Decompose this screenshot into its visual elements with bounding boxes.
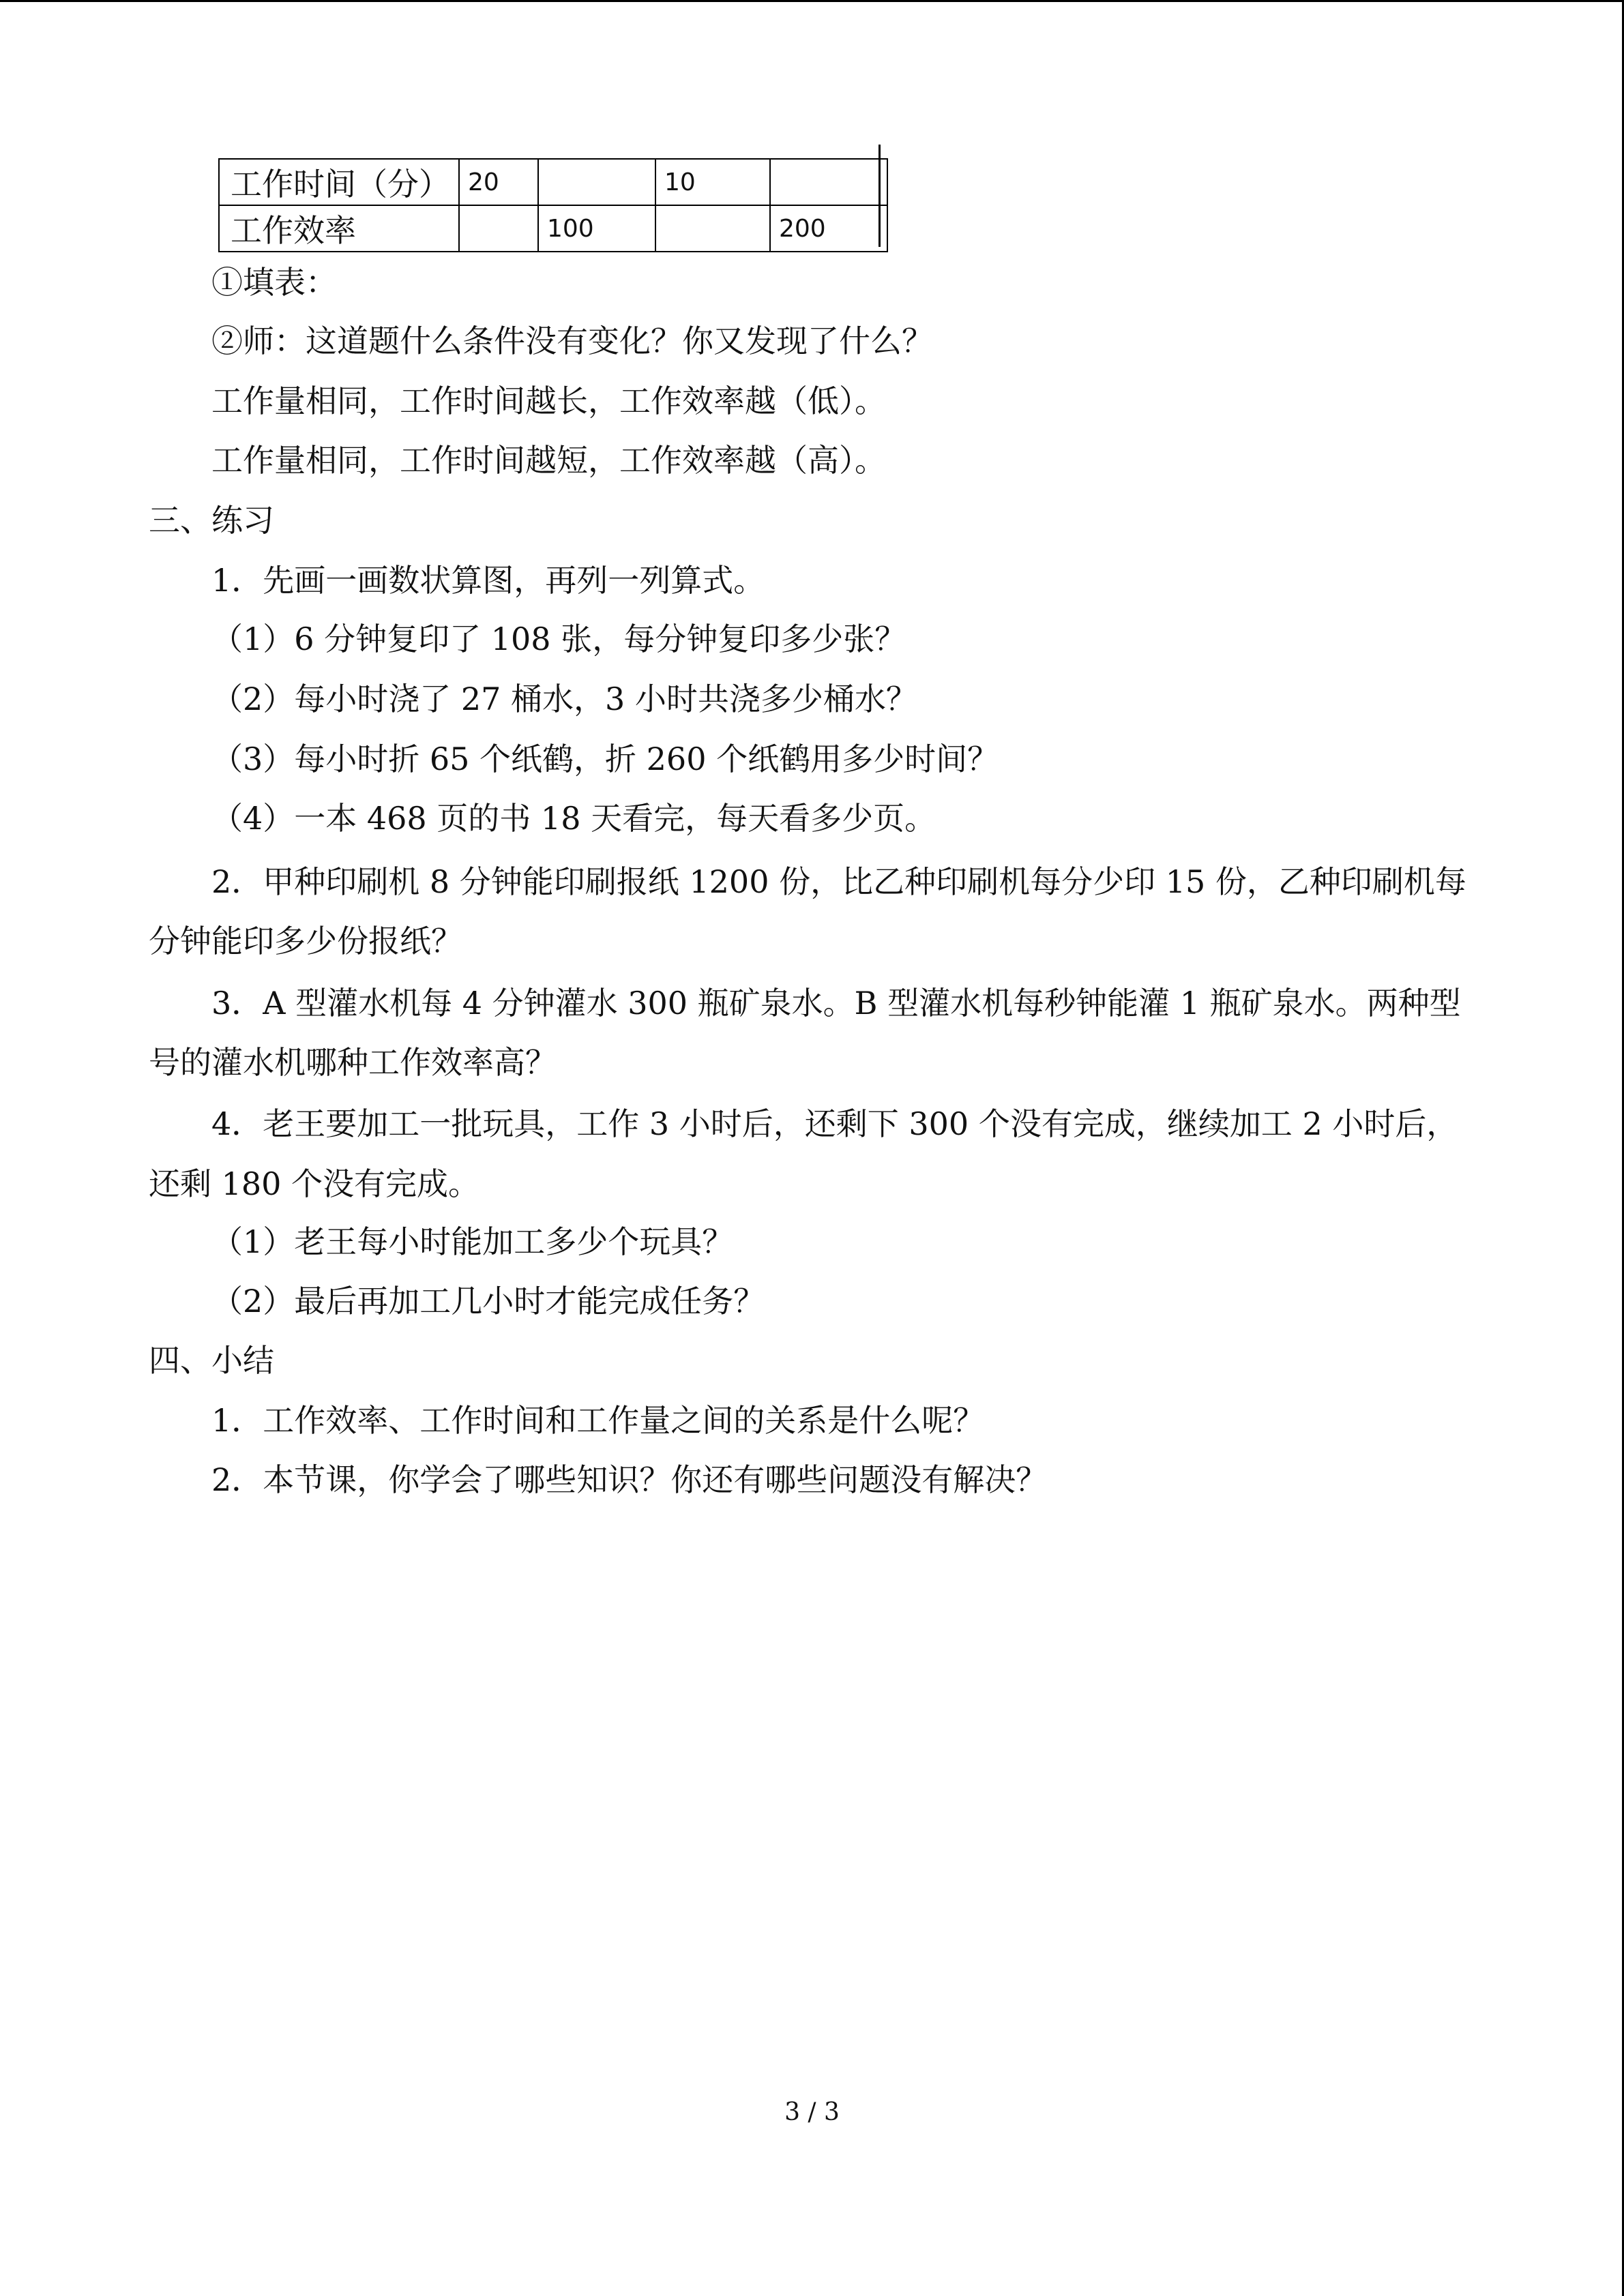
exercise-subitem: （4）一本 468 页的书 18 天看完，每天看多少页。	[211, 800, 936, 837]
fill-table-step: ①填表：	[211, 264, 337, 301]
table-cell: 200	[770, 205, 887, 252]
finding-line: 工作量相同，工作时间越短，工作效率越（高）。	[211, 442, 886, 479]
exercise-subitem: （1）6 分钟复印了 108 张，每分钟复印多少张？	[211, 621, 906, 657]
table-cell: 20	[459, 159, 538, 205]
exercise-item-continuation: 号的灌水机哪种工作效率高？	[149, 1044, 557, 1081]
exercise-item-continuation: 分钟能印多少份报纸？	[149, 923, 462, 959]
table-row	[219, 159, 887, 205]
page-number: 3 / 3	[784, 2098, 840, 2126]
exercise-subitem: （2）最后再加工几小时才能完成任务？	[211, 1283, 765, 1320]
exercise-item: 1．先画一画数状算图，再列一列算式。	[211, 562, 765, 599]
table-row	[219, 205, 887, 252]
teacher-question: ②师：这道题什么条件没有变化？你又发现了什么？	[211, 323, 933, 359]
section-heading-summary: 四、小结	[149, 1342, 274, 1379]
summary-item: 1．工作效率、工作时间和工作量之间的关系是什么呢？	[211, 1402, 985, 1439]
work-data-table	[218, 158, 888, 252]
table-row-label: 工作效率	[219, 205, 459, 252]
exercise-subitem: （3）每小时折 65 个纸鹤，折 260 个纸鹤用多少时间？	[211, 741, 999, 777]
exercise-subitem: （1）老王每小时能加工多少个玩具？	[211, 1223, 734, 1260]
section-heading-practice: 三、练习	[149, 502, 274, 539]
table-border-stub	[879, 145, 881, 247]
exercise-subitem: （2）每小时浇了 27 桶水，3 小时共浇多少桶水？	[211, 681, 917, 717]
exercise-item: 4．老王要加工一批玩具，工作 3 小时后，还剩下 300 个没有完成，继续加工 2 小时后，	[211, 1105, 1458, 1142]
summary-item: 2．本节课，你学会了哪些知识？你还有哪些问题没有解决？	[211, 1461, 1048, 1498]
exercise-item-continuation: 还剩 180 个没有完成。	[149, 1165, 480, 1202]
finding-line: 工作量相同，工作时间越长，工作效率越（低）。	[211, 383, 886, 419]
table-cell	[655, 205, 770, 252]
table-row-label: 工作时间（分）	[219, 159, 459, 205]
table-cell	[770, 159, 887, 205]
page-top-border	[0, 0, 1624, 2]
table-cell: 10	[655, 159, 770, 205]
table-cell	[459, 205, 538, 252]
exercise-item: 2．甲种印刷机 8 分钟能印刷报纸 1200 份，比乙种印刷机每分少印 15 份，乙种印刷机每	[211, 863, 1466, 900]
table-cell	[538, 159, 655, 205]
table-cell: 100	[538, 205, 655, 252]
exercise-item: 3．A 型灌水机每 4 分钟灌水 300 瓶矿泉水。B 型灌水机每秒钟能灌 1 瓶矿泉水。两种型	[211, 985, 1461, 1022]
